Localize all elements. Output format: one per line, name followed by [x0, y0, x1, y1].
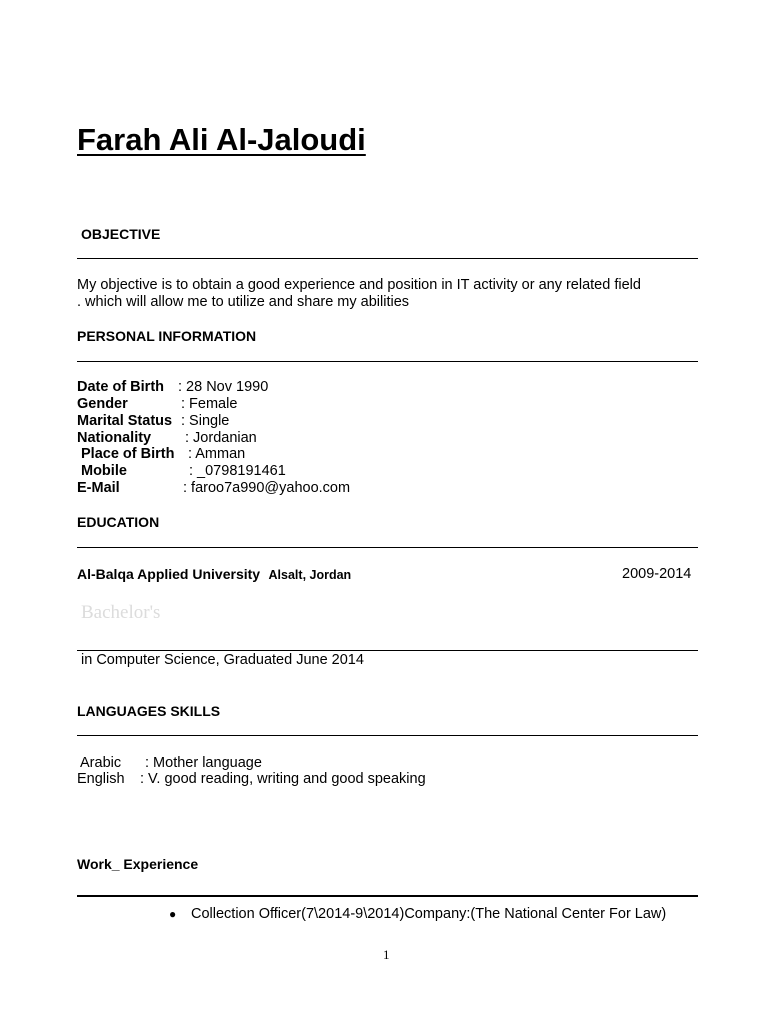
info-label: Marital Status [77, 413, 173, 429]
work-experience-divider [77, 895, 698, 897]
objective-line-1: My objective is to obtain a good experience and position in IT activity or any related field [77, 277, 641, 293]
languages-divider [77, 735, 698, 736]
degree-detail: in Computer Science, Graduated June 2014 [81, 652, 364, 668]
education-divider [77, 547, 698, 548]
personal-info-divider [77, 361, 698, 362]
objective-heading: OBJECTIVE [81, 226, 161, 242]
info-label: Place of Birth [81, 446, 175, 462]
info-label: Gender [77, 396, 128, 412]
info-value: : Amman [188, 446, 246, 462]
university-name: Al-Balqa Applied University [77, 566, 261, 582]
page-number: 1 [383, 947, 390, 962]
language-name: Arabic [80, 755, 122, 771]
info-value: : 28 Nov 1990 [178, 379, 269, 395]
info-value: : Jordanian [185, 430, 257, 446]
degree-divider [77, 650, 698, 651]
objective-line-2: . which will allow me to utilize and share my abilities [77, 294, 410, 310]
info-label: Nationality [77, 430, 152, 446]
language-level: : V. good reading, writing and good speaking [140, 771, 426, 787]
info-row-mobile [81, 463, 286, 479]
info-label: Date of Birth [77, 379, 164, 395]
work-item [169, 906, 666, 922]
personal-info-heading: PERSONAL INFORMATION [77, 328, 257, 344]
info-value: : Female [181, 396, 238, 412]
education-years: 2009-2014 [622, 566, 692, 582]
languages-heading: LANGUAGES SKILLS [77, 703, 221, 719]
info-row-date-of-birth [77, 379, 268, 395]
info-row-nationality [77, 430, 257, 446]
info-label: Mobile [81, 463, 127, 479]
university-location: Alsalt, Jordan [268, 568, 352, 582]
info-row-email [77, 480, 350, 496]
language-level: : Mother language [145, 755, 262, 771]
bullet-icon: ● [169, 907, 177, 921]
info-value: : _0798191461 [189, 463, 286, 479]
info-label: E-Mail [77, 480, 120, 496]
language-row-english [77, 771, 426, 787]
info-row-place-of-birth [81, 446, 245, 462]
education-heading: EDUCATION [77, 514, 160, 530]
language-name: English [77, 771, 125, 787]
info-row-gender [77, 396, 237, 412]
education-entry [77, 566, 351, 584]
candidate-name: Farah Ali Al-Jaloudi [77, 122, 366, 157]
info-value: : faroo7a990@yahoo.com [183, 480, 351, 496]
degree-title-faded: Bachelor's [81, 602, 161, 623]
work-experience-heading: Work_ Experience [77, 856, 199, 872]
work-item-text: Collection Officer(7\2014-9\2014)Company:(The National Center For Law) [191, 906, 667, 922]
info-row-marital-status [77, 413, 229, 429]
language-row-arabic [80, 755, 262, 771]
objective-divider [77, 258, 698, 259]
info-value: : Single [181, 413, 230, 429]
